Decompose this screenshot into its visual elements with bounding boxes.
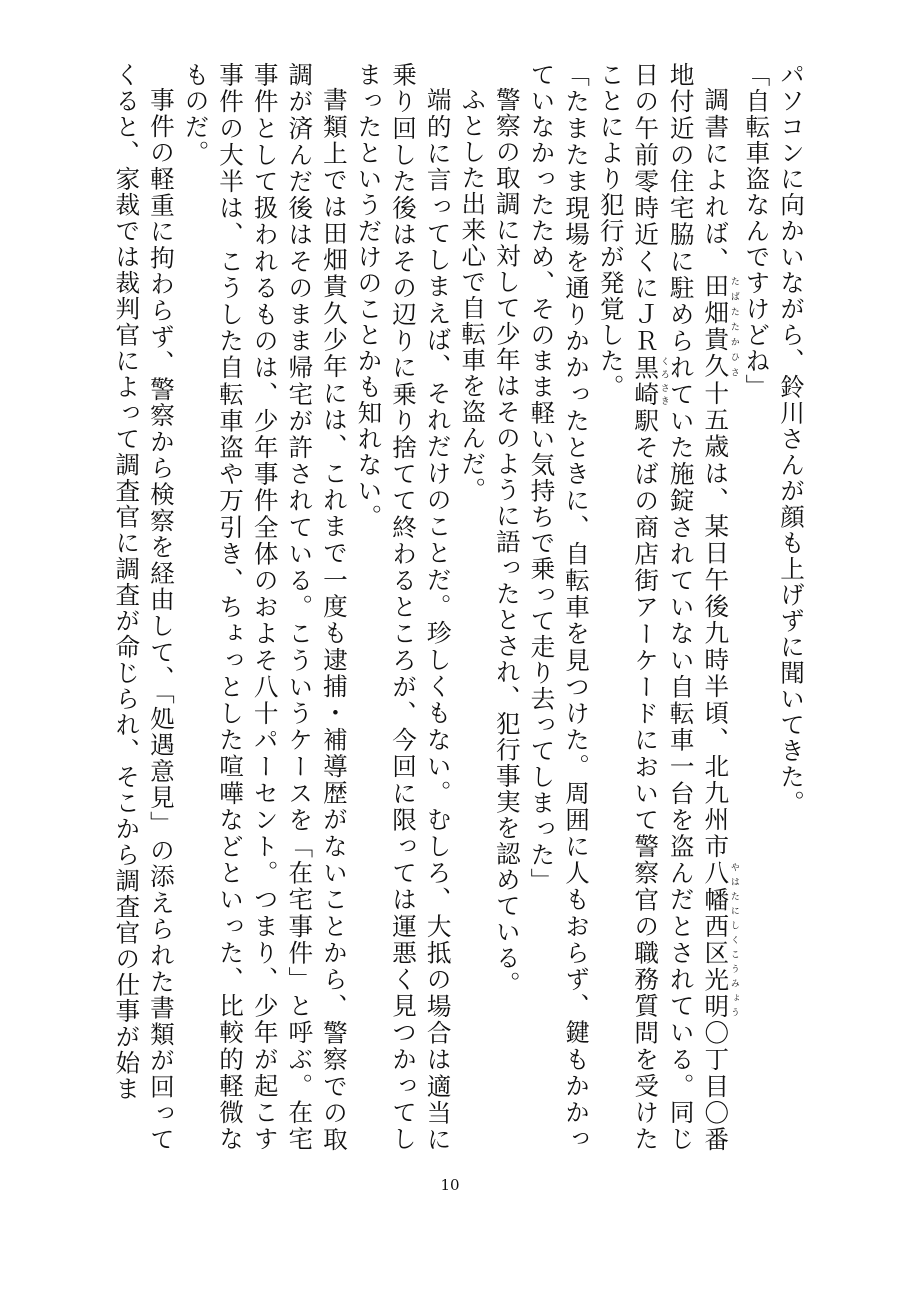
ruby-reading: くろさき (658, 354, 669, 408)
text-run: 調書によれば、 (701, 86, 731, 274)
paragraph-p6 (455, 62, 490, 1152)
text-run: 〇丁目〇番地付近の住宅脇に駐められていた施錠されていない自転車一台を盗んだとされている。同じ日の午前零時近くにＪＲ (631, 62, 731, 1152)
text-run: 十五歳は、某日午後九時半頃、北九州市 (701, 379, 731, 860)
ruby-base-text: 八幡西区光明 (701, 859, 731, 1020)
text-run: 「たまたま現場を通りかかったときに、自転車を見つけた。周囲に人もおらず、鍵もかかっていなかったため、そのまま軽い気持ちで乗って走り去ってしまった」 (527, 62, 592, 1152)
text-run: 事件の軽重に拘わらず、警察から検察を経由して、「処遇意見」の添えられた書類が回ってくると、家裁では裁判官によって調査官に調査が命じられ、そこから調査官の仕事が始ま (112, 62, 176, 1152)
paragraph-p7 (351, 62, 455, 1152)
text-run: パソコンに向かいながら、鈴川さんが顔も上げずに聞いてきた。 (777, 62, 806, 816)
text-run: 端的に言ってしまえば、それだけのことだ。珍しくもない。むしろ、大抵の場合は適当に乗り回した後はその辺りに乗り捨てて終わるところが、今回に限っては運悪く見つかってしまったというだけのことかも知れない。 (354, 62, 453, 1152)
ruby-reading: やはたにしくこうみょう (728, 859, 739, 1019)
ruby-reading: たばたたかひさ (728, 273, 739, 380)
text-run: 駅そばの商店街アーケードにおいて警察官の職務質問を受けたことにより犯行が発覚した。 (596, 62, 661, 1152)
text-run: 書類上では田畑貴久少年には、これまで一度も逮捕・補導歴がないことから、警察での取調が済んだ後はそのまま帰宅が許されている。こういうケースを「在宅事件」と呼ぶ。在宅事件として扱われるものは、少年事件全体のおよそ八十パーセント。つまり、少年が起こす事件の大半は、こうした自転車盗や万引き、ちょっとした喧嘩などといった、比較的軽微なものだ。 (181, 62, 349, 1152)
text-run: ふとした出来心で自転車を盗んだ。 (458, 86, 488, 503)
paragraph-p2 (739, 62, 774, 1152)
paragraph-p4 (524, 62, 593, 1152)
paragraph-p1 (773, 62, 808, 1152)
page-number: 10 (440, 1176, 460, 1194)
paragraph-p8 (178, 62, 351, 1152)
vertical-text-body (82, 62, 808, 1152)
paragraph-p3 (593, 62, 739, 1152)
paragraph-p5 (489, 62, 524, 1152)
ruby-base-text: 田畑貴久 (701, 273, 731, 380)
ruby-annotation (701, 859, 739, 1020)
ruby-annotation (631, 354, 669, 408)
paragraph-p9 (109, 62, 178, 1152)
text-run: 警察の取調に対して少年はそのように語ったとされ、犯行事実を認めている。 (492, 86, 522, 997)
ruby-base-text: 黒崎 (631, 354, 661, 408)
ruby-annotation (701, 273, 739, 380)
text-run: 「自転車盗なんですけどね」 (742, 62, 772, 400)
